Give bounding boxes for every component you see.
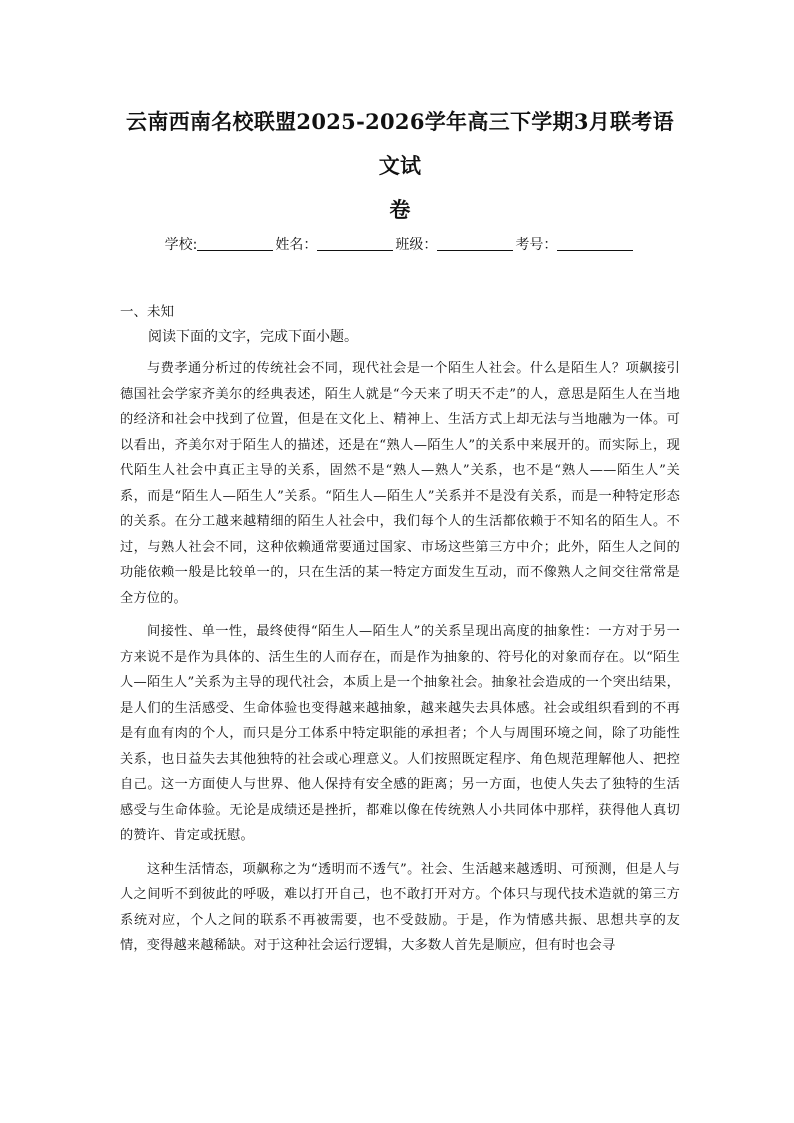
class-blank	[437, 236, 513, 251]
passage-paragraph-2: 间接性、单一性，最终使得“陌生人—陌生人”的关系呈现出高度的抽象性：一方对于另一方来说不是作为具体的、活生生的人而存在，而是作为抽象的、符号化的对象而存在。以“陌生人—陌生人”关系为主导的现代社会，本质上是一个抽象社会。抽象社会造成的一个突出结果，是人们的生活感受、生命体验也变得越来越抽象，越来越失去具体感。社会或组织看到的不再是有血有肉的个人，而只是分工体系中特定职能的承担者；个人与周围环境之间，除了功能性关系，也日益失去其他独特的社会或心理意义。人们按照既定程序、角色规范理解他人、把控自己。这一方面使人与世界、他人保持有安全感的距离；另一方面，也使人失去了独特的生活感受与生命体验。无论是成绩还是挫折，都难以像在传统熟人小共同体中那样，获得他人真切的赞许、肯定或抚慰。	[120, 624, 680, 843]
class-field	[395, 234, 515, 256]
student-info-line	[120, 234, 680, 256]
name-label: 姓名：	[275, 237, 318, 253]
exam-number-field	[515, 234, 635, 256]
title-line-2: 卷	[389, 197, 411, 222]
passage-paragraph-3: 这种生活情态，项飙称之为“透明而不透气”。社会、生活越来越透明、可预测，但是人与人之间听不到彼此的呼吸，难以打开自己，也不敢打开对方。个体只与现代技术造就的第三方系统对应，个人之间的联系不再被需要，也不受鼓励。于是，作为情感共振、思想共享的友情，变得越来越稀缺。对于这种社会运行逻辑，大多数人首先是顺应，但有时也会寻	[120, 861, 680, 953]
school-label: 学校:	[164, 237, 198, 253]
exam-number-label: 考号：	[515, 237, 558, 253]
exam-number-blank	[557, 236, 633, 251]
reading-instruction: 阅读下面的文字，完成下面小题。	[148, 329, 358, 345]
school-field	[165, 234, 276, 256]
school-blank	[197, 236, 273, 251]
name-blank	[317, 236, 393, 251]
document-title	[120, 100, 680, 232]
section-heading: 一、未知	[120, 304, 174, 320]
name-field	[275, 234, 395, 256]
passage-paragraph-1: 与费孝通分析过的传统社会不同，现代社会是一个陌生人社会。什么是陌生人？项飙接引德国社会学家齐美尔的经典表述，陌生人就是“今天来了明天不走”的人，意思是陌生人在当地的经济和社会中找到了位置，但是在文化上、精神上、生活方式上却无法与当地融为一体。可以看出，齐美尔对于陌生人的描述，还是在“熟人—陌生人”的关系中来展开的。而实际上，现代陌生人社会中真正主导的关系，固然不是“熟人—熟人”关系，也不是“熟人——陌生人”关系，而是“陌生人—陌生人”关系。“陌生人—陌生人”关系并不是没有关系，而是一种特定形态的关系。在分工越来越精细的陌生人社会中，我们每个人的生活都依赖于不知名的陌生人。不过，与熟人社会不同，这种依赖通常要通过国家、市场这些第三方中介；此外，陌生人之间的功能依赖一般是比较单一的，只在生活的某一特定方面发生互动，而不像熟人之间交往常常是全方位的。	[120, 361, 680, 606]
class-label: 班级：	[395, 237, 438, 253]
title-line-1: 云南西南名校联盟2025-2026学年高三下学期3月联考语文试	[126, 109, 674, 178]
